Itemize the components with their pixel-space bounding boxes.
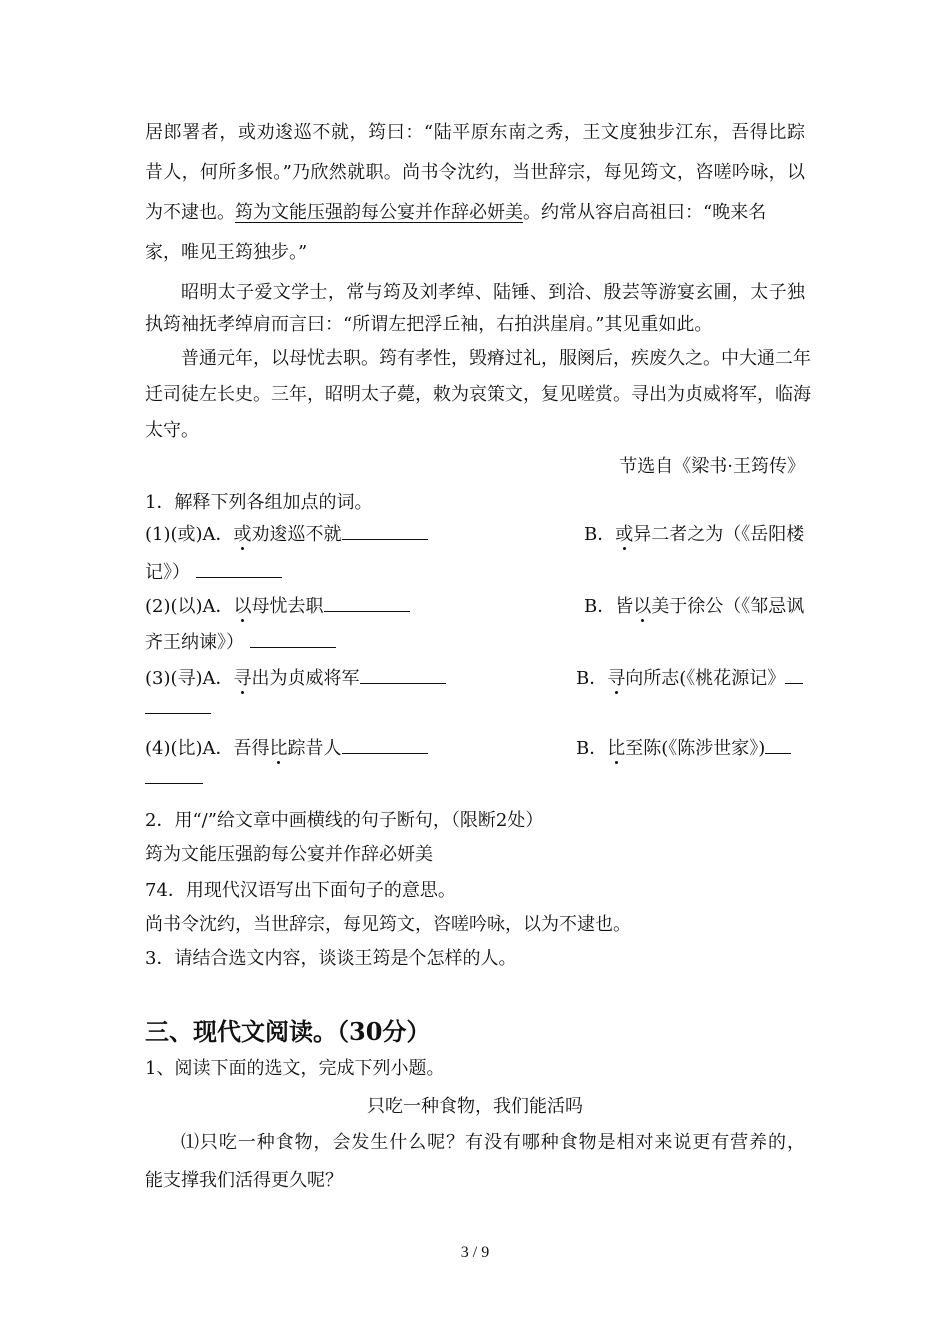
question-3-title: 3．请结合选文内容，谈谈王筠是个怎样的人。	[145, 948, 517, 969]
question-1-item-4-option-b	[576, 734, 791, 760]
option-a-prefix: A．吾得	[202, 738, 270, 759]
answer-blank[interactable]	[360, 669, 446, 684]
option-b-text: 异二者之为（《岳阳楼	[633, 524, 805, 545]
dotted-word: 寻	[234, 664, 252, 690]
question-1-item-1-option-b	[584, 520, 804, 546]
page-number: 3 / 9	[460, 1244, 490, 1261]
passage-text: 为不逮也。	[145, 202, 235, 223]
option-a-prefix: A．	[202, 524, 234, 545]
option-b-prefix: B．皆	[584, 596, 634, 617]
answer-blank[interactable]	[250, 633, 336, 648]
question-1-item-4	[145, 734, 428, 760]
question-1-item-2	[145, 592, 410, 618]
item-number: (4)	[145, 738, 171, 759]
option-a-text: 劝逡巡不就	[251, 524, 342, 545]
question-1-item-3	[145, 664, 446, 690]
passage-line: 执筠袖抚孝绰肩而言曰：“所谓左把浮丘袖，右拍洪崖肩。”其见重如此。	[145, 314, 713, 335]
question-74-text: 尚书令沈约，当世辞宗，每见筠文，咨嗟吟咏，以为不逮也。	[145, 914, 631, 935]
item-number: (2)	[145, 596, 171, 617]
answer-blank[interactable]	[342, 525, 428, 540]
answer-blank[interactable]	[324, 597, 410, 612]
option-a-prefix: A．	[202, 596, 234, 617]
passage-line: 昭明太子爱文学士，常与筠及刘孝绰、陆锤、到洽、殷芸等游宴玄圃，太子独	[181, 282, 805, 303]
question-2-text: 筠为文能压强韵每公宴并作辞必妍美	[145, 844, 433, 865]
section-heading: 三、现代文阅读。（30分）	[145, 1017, 431, 1046]
item-number: (3)	[145, 668, 171, 689]
option-a-text: 母忧去职	[251, 596, 324, 617]
option-a-prefix: A．	[202, 668, 234, 689]
item-word: (比)	[170, 738, 203, 759]
dotted-word: 寻	[607, 664, 625, 690]
item-word: (寻)	[170, 668, 203, 689]
item-number: (1)	[145, 524, 171, 545]
dotted-word: 或	[234, 520, 252, 546]
question-1-item-1	[145, 520, 428, 546]
question-1-title: 1．解释下列各组加点的词。	[145, 492, 373, 513]
passage-line: 家，唯见王筠独步。”	[145, 242, 308, 263]
passage-line	[145, 198, 766, 224]
answer-blank[interactable]	[342, 739, 428, 754]
question-2-title: 2．用“/”给文章中画横线的句子断句，（限断2处）	[145, 810, 544, 831]
option-b-text: 齐王纳谏》）	[145, 632, 244, 653]
option-b-prefix: B．	[584, 524, 616, 545]
answer-blank[interactable]	[145, 699, 211, 714]
article-title: 只吃一种食物，我们能活吗	[367, 1096, 583, 1117]
item-word: (或)	[170, 524, 203, 545]
passage-line: 普通元年，以母忧去职。筠有孝性，毁瘠过礼，服阕后，疾废久之。中大通二年	[181, 348, 811, 369]
option-b-text: 向所志(《桃花源记》	[625, 668, 786, 689]
question-74-title: 74．用现代汉语写出下面句子的意思。	[145, 880, 456, 901]
answer-blank[interactable]	[196, 563, 282, 578]
option-b-text: 至陈(《陈涉世家》)	[625, 738, 766, 759]
article-line: ⑴只吃一种食物，会发生什么呢？有没有哪种食物是相对来说更有营养的，	[181, 1132, 805, 1153]
option-b-text: 记》）	[145, 562, 190, 583]
passage-source: 节选自《梁书·王筠传》	[619, 456, 805, 477]
item-word: (以)	[170, 596, 203, 617]
question-1-item-3-option-b	[576, 664, 803, 690]
question-1-item-2-cont	[145, 628, 336, 654]
dotted-word: 以	[234, 592, 252, 618]
passage-line: 居郎署者，或劝逡巡不就，筠曰：“陆平原东南之秀，王文度独步江东，吾得比踪	[145, 122, 805, 143]
question-1-item-1-cont	[145, 558, 282, 584]
question-1-item-2-option-b	[584, 592, 804, 618]
option-a-text: 踪昔人	[287, 738, 342, 759]
option-b-prefix: B．	[576, 668, 608, 689]
passage-line: 太守。	[145, 420, 199, 441]
article-line: 能支撑我们活得更久呢？	[145, 1170, 343, 1191]
dotted-word: 以	[633, 592, 651, 618]
answer-blank[interactable]	[785, 669, 803, 684]
dotted-word: 比	[270, 734, 288, 760]
question-1-item-4-cont	[145, 768, 203, 789]
answer-blank[interactable]	[145, 769, 203, 784]
question-1-item-3-cont	[145, 698, 211, 719]
option-a-text: 出为贞威将军	[251, 668, 360, 689]
passage-line: 昔人，何所多恨。”乃欣然就职。尚书令沈约，当世辞宗，每见筠文，咨嗟吟咏，以	[145, 162, 805, 183]
underlined-sentence: 筠为文能压强韵每公宴并作辞必妍美	[235, 202, 523, 223]
passage-text: 。约常从容启高祖曰：“晚来名	[523, 202, 767, 223]
passage-line: 迁司徒左长史。三年，昭明太子薨，敕为哀策文，复见嗟赏。寻出为贞威将军，临海	[145, 384, 811, 405]
option-b-prefix: B．	[576, 738, 608, 759]
dotted-word: 或	[615, 520, 633, 546]
option-b-text: 美于徐公（《邹忌讽	[651, 596, 805, 617]
section-intro: 1、阅读下面的选文，完成下列小题。	[145, 1058, 445, 1079]
answer-blank[interactable]	[765, 739, 791, 754]
dotted-word: 比	[607, 734, 625, 760]
